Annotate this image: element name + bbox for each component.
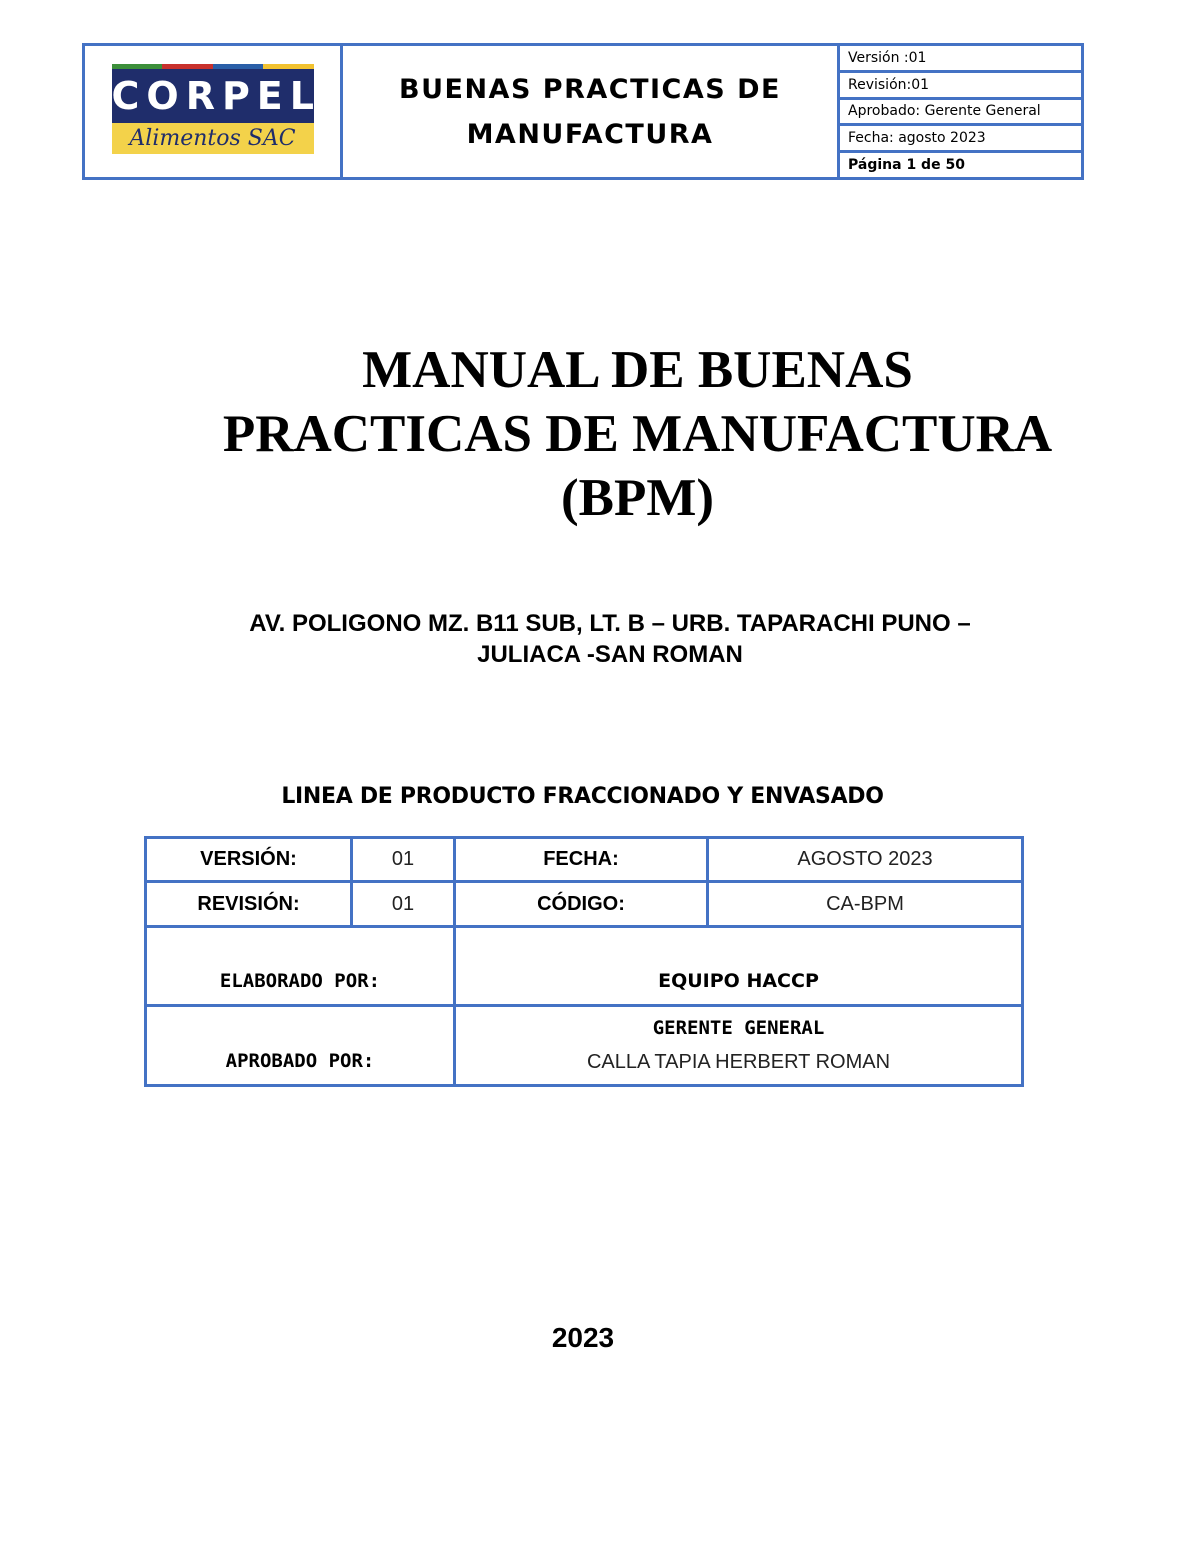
prepared-label: ELABORADO POR: xyxy=(146,927,455,1006)
date-value: AGOSTO 2023 xyxy=(708,838,1023,882)
date-label: FECHA: xyxy=(455,838,708,882)
table-row xyxy=(146,882,1023,927)
header-approved: Aprobado: Gerente General xyxy=(840,100,1081,127)
approved-value xyxy=(455,1006,1023,1086)
header-title-line1: BUENAS PRACTICAS DE xyxy=(399,73,781,105)
main-title-line2: PRACTICAS DE MANUFACTURA xyxy=(222,405,1053,463)
logo-cell xyxy=(85,46,343,177)
main-title-line1: MANUAL DE BUENAS xyxy=(362,341,913,399)
header-date: Fecha: agosto 2023 xyxy=(840,126,1081,153)
logo-company-name: CORPEL xyxy=(112,69,314,123)
document-header xyxy=(82,43,1084,180)
table-row xyxy=(146,838,1023,882)
table-row xyxy=(146,927,1023,1006)
document-year: 2023 xyxy=(551,1322,615,1353)
header-title xyxy=(343,46,840,177)
logo-tagline: Alimentos SAC xyxy=(112,123,314,154)
revision-label: REVISIÓN: xyxy=(146,882,352,927)
main-title-line3: (BPM) xyxy=(560,469,715,527)
version-value: 01 xyxy=(352,838,455,882)
code-value: CA-BPM xyxy=(708,882,1023,927)
company-logo xyxy=(111,64,321,154)
address-line2: JULIACA -SAN ROMAN xyxy=(477,641,743,668)
revision-value: 01 xyxy=(352,882,455,927)
header-title-line2: MANUFACTURA xyxy=(466,118,714,150)
product-line-heading: LINEA DE PRODUCTO FRACCIONADO Y ENVASADO xyxy=(281,784,884,809)
table-row xyxy=(146,1006,1023,1086)
approved-name: CALLA TAPIA HERBERT ROMAN xyxy=(586,1051,891,1073)
approved-role: GERENTE GENERAL xyxy=(652,1017,825,1039)
code-label: CÓDIGO: xyxy=(455,882,708,927)
version-label: VERSIÓN: xyxy=(146,838,352,882)
address-line1: AV. POLIGONO MZ. B11 SUB, LT. B – URB. TAPARACHI PUNO – xyxy=(249,610,971,637)
header-version: Versión :01 xyxy=(840,46,1081,73)
document-info-table xyxy=(144,836,1024,1087)
header-meta xyxy=(840,46,1081,177)
header-revision: Revisión:01 xyxy=(840,73,1081,100)
address xyxy=(150,608,1070,670)
approved-label: APROBADO POR: xyxy=(146,1006,455,1086)
header-page: Página 1 de 50 xyxy=(848,157,965,174)
main-title xyxy=(130,338,1145,530)
prepared-value: EQUIPO HACCP xyxy=(455,927,1023,1006)
